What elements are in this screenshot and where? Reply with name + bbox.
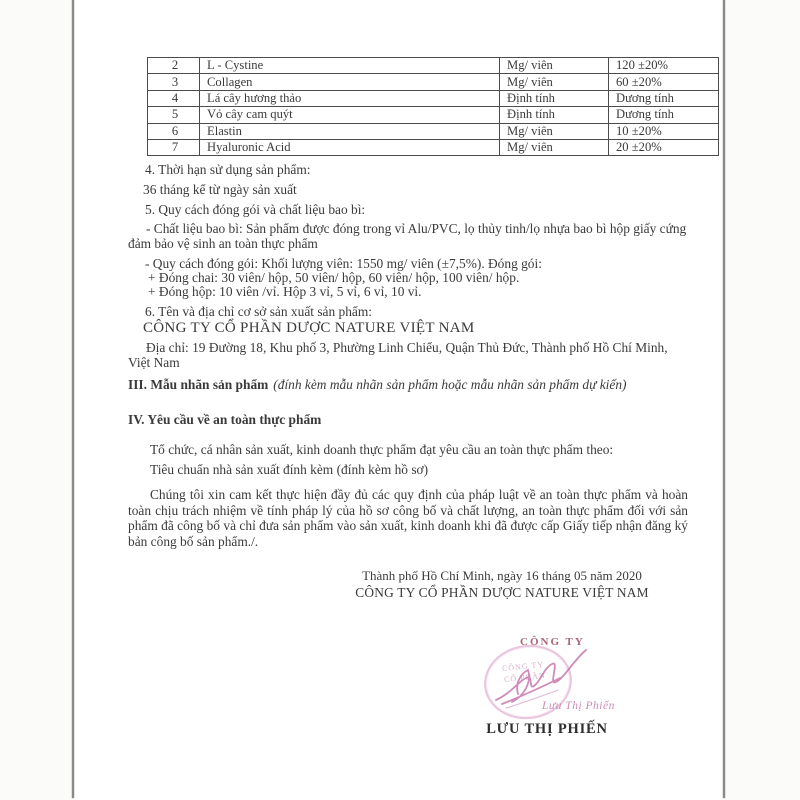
signer-name: LƯU THỊ PHIẾN <box>486 721 608 737</box>
heading-3-note: (đính kèm mẫu nhãn sản phẩm hoặc mẫu nhãn sản phẩm dự kiến) <box>273 377 627 392</box>
value-cell: 120 ±20% <box>609 58 719 74</box>
manufacturer-name: CÔNG TY CỔ PHẦN DƯỢC NATURE VIỆT NAM <box>143 320 475 336</box>
section5-box: + Đóng hộp: 10 viên /vỉ. Hộp 3 vỉ, 5 vỉ, 6 vỉ, 10 vỉ. <box>148 284 422 299</box>
unit-cell: Mg/ viên <box>500 74 609 90</box>
table-row <box>148 74 719 90</box>
ingredient-name: Hyaluronic Acid <box>200 139 500 155</box>
heading-4: IV. Yêu cầu về an toàn thực phẩm <box>128 412 322 427</box>
heading-4-line1: Tổ chức, cá nhân sản xuất, kinh doanh thực phẩm đạt yêu cầu an toàn thực phẩm theo: <box>150 442 614 457</box>
section4-title: 4. Thời hạn sử dụng sản phẩm: <box>145 162 311 177</box>
row-number: 6 <box>148 123 200 139</box>
ingredient-name: L - Cystine <box>200 58 500 74</box>
table-row <box>148 123 719 139</box>
section5-packing: - Quy cách đóng gói: Khối lượng viên: 1550 mg/ viên (±7,5%). Đóng gói: <box>145 256 542 271</box>
value-cell: 10 ±20% <box>609 123 719 139</box>
ingredient-name: Collagen <box>200 74 500 90</box>
section6-title: 6. Tên và địa chỉ cơ sở sản xuất sản phẩm: <box>145 304 372 319</box>
signature-date-line: Thành phố Hồ Chí Minh, ngày 16 tháng 05 năm 2020 <box>362 568 642 583</box>
stamp-handwritten-name: Lưu Thị Phiến <box>542 700 615 712</box>
row-number: 2 <box>148 58 200 74</box>
row-number: 5 <box>148 107 200 123</box>
unit-cell: Mg/ viên <box>500 123 609 139</box>
section5-title: 5. Quy cách đóng gói và chất liệu bao bì: <box>145 202 366 217</box>
row-number: 4 <box>148 90 200 106</box>
row-number: 3 <box>148 74 200 90</box>
value-cell: 60 ±20% <box>609 74 719 90</box>
stamp-inner-text: CỔ PHẦN <box>503 670 547 685</box>
value-cell: Dương tính <box>609 107 719 123</box>
heading-3-title: III. Mẫu nhãn sản phẩm <box>128 377 269 392</box>
value-cell: 20 ±20% <box>609 139 719 155</box>
company-stamp <box>468 630 658 725</box>
ingredient-name: Lá cây hương thảo <box>200 90 500 106</box>
commitment-paragraph: Chúng tôi xin cam kết thực hiện đầy đủ các quy định của pháp luật về an toàn thực phẩm và hoàn toàn chịu trách nhiệm về tính pháp lý của hồ sơ công bố và chất lượng, an toàn thực phẩm đối với sản phẩm đã công bố và chỉ đưa sản phẩm vào sản xuất, kinh doanh khi đã được cấp Giấy tiếp nhận đăng ký bản công bố sản phẩm./. <box>128 487 688 549</box>
manufacturer-address: Địa chỉ: 19 Đường 18, Khu phố 3, Phường Linh Chiểu, Quận Thủ Đức, Thành phố Hồ Chí Minh, Việt Nam <box>128 340 668 370</box>
heading-4-line2: Tiêu chuẩn nhà sản xuất đính kèm (đính kèm hồ sơ) <box>150 462 429 477</box>
ingredient-table <box>147 57 719 156</box>
unit-cell: Định tính <box>500 90 609 106</box>
table-row <box>148 58 719 74</box>
section4-body: 36 tháng kể từ ngày sản xuất <box>143 182 297 197</box>
unit-cell: Mg/ viên <box>500 58 609 74</box>
table-row <box>148 139 719 155</box>
unit-cell: Định tính <box>500 107 609 123</box>
value-cell: Dương tính <box>609 90 719 106</box>
table-row <box>148 107 719 123</box>
stamp-company-text: CÔNG TY <box>520 636 585 648</box>
stamp-inner-text: CÔNG TY <box>501 659 545 674</box>
ingredient-name: Elastin <box>200 123 500 139</box>
unit-cell: Mg/ viên <box>500 139 609 155</box>
signature-company-line: CÔNG TY CỔ PHẦN DƯỢC NATURE VIỆT NAM <box>355 585 649 600</box>
section5-material: - Chất liệu bao bì: Sản phẩm được đóng trong vỉ Alu/PVC, lọ thủy tinh/lọ nhựa bao bì hộp giấy cứng đảm bảo vệ sinh an toàn thực phẩm <box>128 221 687 251</box>
row-number: 7 <box>148 139 200 155</box>
section5-bottle: + Đóng chai: 30 viên/ hộp, 50 viên/ hộp, 60 viên/ hộp, 100 viên/ hộp. <box>148 270 520 285</box>
table-row <box>148 90 719 106</box>
ingredient-name: Vỏ cây cam quýt <box>200 107 500 123</box>
heading-3 <box>128 377 688 392</box>
